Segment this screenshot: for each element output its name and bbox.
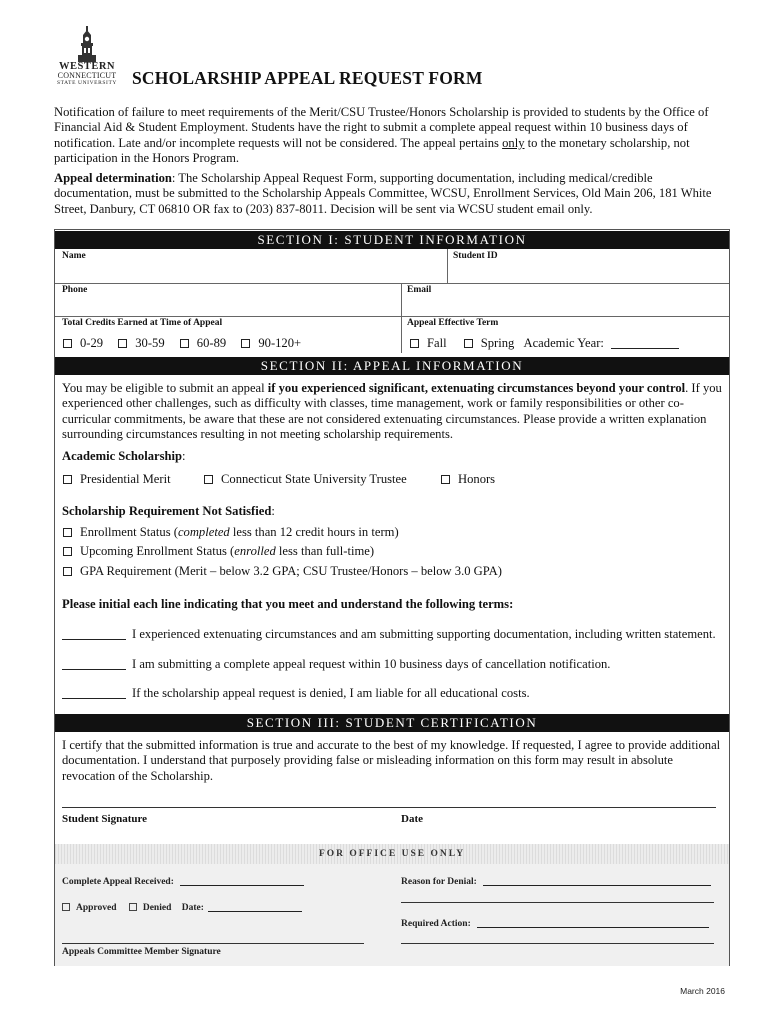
name-field[interactable] (55, 249, 447, 283)
denied-checkbox[interactable] (129, 903, 137, 911)
office-date-field[interactable] (208, 902, 302, 912)
certification-text: I certify that the submitted information is true and accurate to the best of my knowledge. If requested, I agree to provide additional documentation. I understand that purposely providing false or misleading information on this form may result in absolute revocation of the Scholarship. (62, 738, 721, 783)
reason-denial-row (401, 876, 711, 887)
divider (55, 316, 729, 317)
notification-paragraph (54, 105, 726, 167)
section-2-intro (62, 381, 722, 442)
reason-label: Reason for Denial: (401, 877, 477, 887)
requirement-enrollment-status[interactable] (63, 525, 399, 541)
signature-date-field[interactable] (401, 786, 716, 807)
term-option-fall[interactable] (410, 336, 447, 350)
heading-text: Scholarship Requirement Not Satisfied (62, 504, 272, 518)
requirement-heading: Scholarship Requirement Not Satisfied: (62, 504, 275, 518)
page-title: SCHOLARSHIP APPEAL REQUEST FORM (132, 68, 483, 88)
wcsu-logo (54, 26, 120, 94)
checkbox[interactable] (441, 475, 450, 484)
initial-field-1[interactable] (62, 628, 126, 640)
denied-label: Denied (142, 903, 172, 913)
email-label: Email (407, 285, 432, 295)
clock-tower-icon (76, 26, 98, 62)
form-container (54, 229, 730, 966)
appeal-received-row (62, 876, 304, 887)
academic-scholarship-heading: Academic Scholarship: (62, 449, 186, 463)
divider (401, 316, 402, 353)
checkbox[interactable] (63, 339, 72, 348)
scholarship-option-honors[interactable] (441, 472, 495, 488)
req-text: GPA Requirement (Merit – below 3.2 GPA; CSU Trustee/Honors – below 3.0 GPA) (80, 564, 502, 578)
credit-option-label: 30-59 (135, 336, 165, 350)
req-text: less than 12 credit hours in term) (229, 525, 399, 539)
approved-label: Approved (76, 903, 117, 913)
appeal-determination-text: : The Scholarship Appeal Request Form, supporting documentation, including medical/credible documentation, must be submitted to the Scholarship Appeals Committee, WCSU, Enrollment Services, Old Main 206, 181 White Street, Danbury, CT 06810 OR fax to (203) 837-8011. Decision will be sent via WCSU student email only. (54, 171, 712, 216)
option-label: Honors (458, 472, 496, 486)
student-signature-label: Student Signature (62, 813, 148, 825)
checkbox[interactable] (63, 567, 72, 576)
term-text: I am submitting a complete appeal request within 10 business days of cancellation notification. (132, 657, 611, 671)
term-text: If the scholarship appeal request is denied, I am liable for all educational costs. (132, 686, 530, 700)
checkbox[interactable] (63, 528, 72, 537)
credit-option-label: 90-120+ (258, 336, 302, 350)
option-label: Connecticut State University Trustee (221, 472, 407, 486)
section-2-intro-bold: if you experienced significant, extenuating circumstances beyond your control (267, 381, 686, 395)
term-text: I experienced extenuating circumstances and am submitting supporting documentation, including written statement. (132, 627, 716, 641)
scholarship-option-csu-trustee[interactable] (204, 472, 407, 488)
appeal-determination-label: Appeal determination (54, 171, 172, 185)
checkbox[interactable] (63, 475, 72, 484)
initial-field-3[interactable] (62, 687, 126, 699)
req-italic: enrolled (234, 544, 276, 558)
credit-option-30-59[interactable] (118, 336, 164, 350)
committee-signature-field[interactable] (62, 943, 364, 944)
term-label: Appeal Effective Term (407, 318, 499, 328)
checkbox[interactable] (241, 339, 250, 348)
checkbox[interactable] (63, 547, 72, 556)
credit-option-60-89[interactable] (180, 336, 226, 350)
date-label: Date (401, 813, 423, 825)
decision-row (62, 902, 302, 913)
appeal-received-field[interactable] (180, 876, 304, 886)
name-label: Name (62, 251, 86, 261)
initial-heading: Please initial each line indicating that you meet and understand the following terms: (62, 597, 514, 611)
checkbox[interactable] (464, 339, 473, 348)
req-text: Enrollment Status ( (80, 525, 178, 539)
term-line-2 (62, 657, 610, 673)
credit-options (63, 336, 301, 352)
req-italic: completed (177, 525, 230, 539)
logo-line-3: STATE UNIVERSITY (56, 80, 118, 86)
section-1-header: SECTION I: STUDENT INFORMATION (55, 231, 729, 249)
student-id-label: Student ID (453, 251, 498, 261)
approved-checkbox[interactable] (62, 903, 70, 911)
term-option-label: Fall (427, 336, 447, 350)
academic-year-label: Academic Year: (523, 336, 604, 350)
term-line-3 (62, 686, 530, 702)
form-header (54, 26, 734, 96)
term-line-1 (62, 627, 716, 643)
required-action-label: Required Action: (401, 919, 471, 929)
phone-field[interactable] (55, 284, 401, 316)
footer-date: March 2016 (680, 986, 725, 996)
requirement-gpa[interactable] (63, 564, 502, 580)
credit-option-90-120[interactable] (241, 336, 301, 350)
intro-only-underlined: only (502, 135, 525, 150)
req-text: less than full-time) (275, 544, 375, 558)
initial-field-2[interactable] (62, 658, 126, 670)
credit-option-0-29[interactable] (63, 336, 103, 350)
requirement-upcoming-enrollment[interactable] (63, 544, 374, 560)
term-option-label: Spring (480, 336, 515, 350)
appeal-determination-paragraph (54, 171, 726, 217)
office-use-header: FOR OFFICE USE ONLY (55, 844, 729, 864)
logo-line-1: WESTERN (58, 61, 115, 72)
student-signature-field[interactable] (62, 786, 392, 807)
required-action-line-2[interactable] (401, 943, 714, 944)
checkbox[interactable] (204, 475, 213, 484)
req-text: Upcoming Enrollment Status ( (80, 544, 235, 558)
option-label: Presidential Merit (80, 472, 171, 486)
signature-line (62, 807, 716, 808)
phone-label: Phone (62, 285, 88, 295)
office-date-label: Date: (181, 903, 204, 913)
checkbox[interactable] (410, 339, 419, 348)
section-2-intro-a: You may be eligible to submit an appeal (62, 381, 268, 395)
section-3-header: SECTION III: STUDENT CERTIFICATION (55, 714, 729, 732)
section-2-intro-b: . If you experienced other challenges, such as difficulty with classes, time management, work or family responsibilities or other co-curricular commitments, be aware that these are not considered extenuating circumstances. Please provide a written explanation surrounding circumstances resulting in not meeting scholarship requirements. (62, 381, 722, 441)
reason-denial-line-2[interactable] (401, 902, 714, 903)
term-option-spring[interactable] (464, 336, 515, 350)
office-use-section (55, 844, 729, 966)
checkbox[interactable] (118, 339, 127, 348)
intro-text-2: to the monetary scholarship, not participation in the Honors Program. (54, 135, 690, 166)
credit-option-label: 0-29 (80, 336, 104, 350)
required-action-row (401, 918, 709, 929)
received-label: Complete Appeal Received: (62, 877, 174, 887)
section-2-header: SECTION II: APPEAL INFORMATION (55, 357, 729, 375)
credit-option-label: 60-89 (196, 336, 227, 350)
student-id-field[interactable] (448, 249, 729, 283)
intro-text-1: Notification of failure to meet requirements of the Merit/CSU Trustee/Honors Scholarship is provided to students by the Office of Financial Aid & Student Employment. Students have the right to submit a complete appeal request within 10 business days of notification. Late and/or incomplete requests will not be considered. The appeal pertains (54, 105, 709, 150)
academic-year-field[interactable] (611, 337, 679, 349)
term-options (410, 336, 679, 352)
heading-text: Academic Scholarship (62, 449, 182, 463)
reason-denial-field[interactable] (483, 876, 711, 886)
logo-line-2: CONNECTICUT (57, 71, 117, 80)
scholarship-option-presidential[interactable] (63, 472, 171, 488)
credits-label: Total Credits Earned at Time of Appeal (62, 318, 223, 328)
email-field[interactable] (402, 284, 729, 316)
committee-signature-label: Appeals Committee Member Signature (62, 947, 221, 957)
checkbox[interactable] (180, 339, 189, 348)
required-action-field[interactable] (477, 918, 709, 928)
